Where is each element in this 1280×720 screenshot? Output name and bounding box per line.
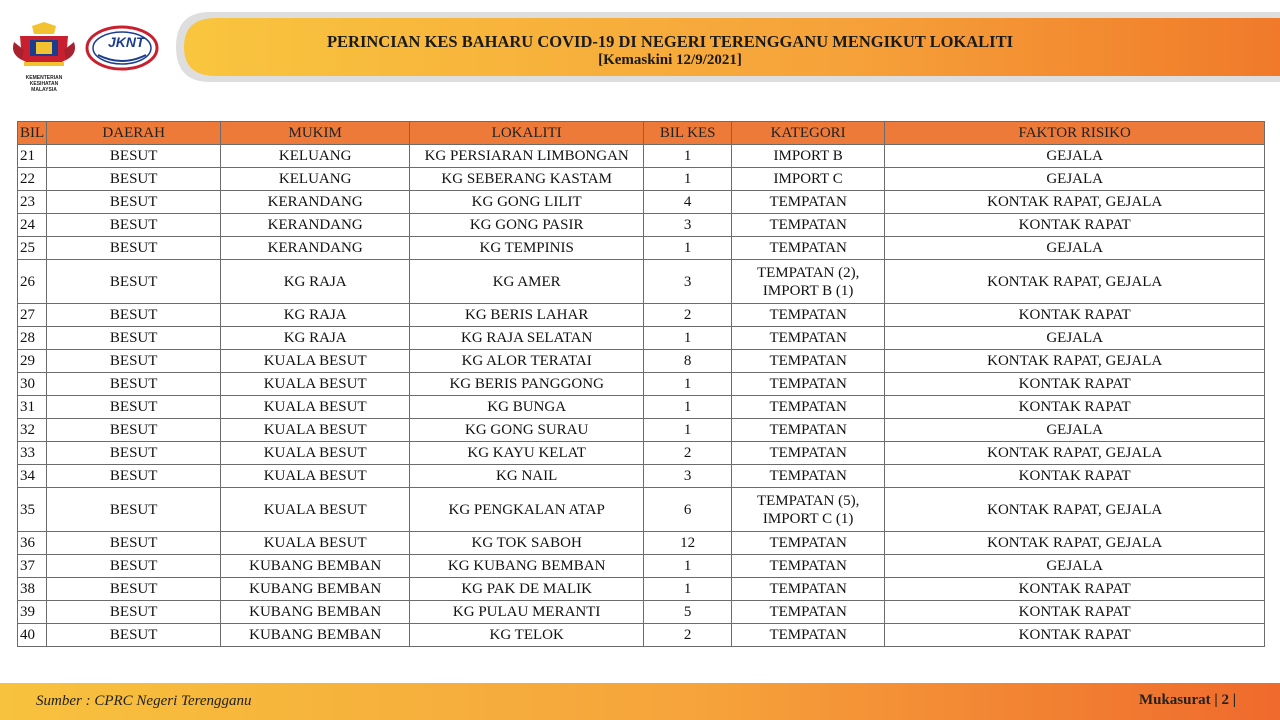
kategori-line: TEMPATAN [769, 193, 847, 210]
cell-daerah: BESUT [47, 624, 221, 647]
cell-faktor-risiko: GEJALA [885, 555, 1265, 578]
cell-faktor-risiko: KONTAK RAPAT [885, 624, 1265, 647]
table-row [18, 327, 1265, 350]
kategori-line: TEMPATAN [769, 352, 847, 369]
cell-bil-kes: 2 [644, 624, 732, 647]
kategori-line: IMPORT C (1) [762, 510, 854, 527]
cell-mukim: KERANDANG [221, 214, 410, 237]
kategori-line: TEMPATAN [769, 421, 847, 438]
kategori-line: TEMPATAN (2), [756, 264, 860, 281]
cell-faktor-risiko: GEJALA [885, 145, 1265, 168]
page-number: Mukasurat | 2 | [1138, 692, 1236, 708]
kategori-line: IMPORT C [773, 170, 843, 187]
kategori-line: TEMPATAN [769, 306, 847, 323]
table-row [18, 237, 1265, 260]
cell-bil: 25 [18, 237, 47, 260]
cell-faktor-risiko: GEJALA [885, 237, 1265, 260]
kategori-line: TEMPATAN [769, 239, 847, 256]
cell-lokaliti: KG PENGKALAN ATAP [410, 488, 644, 532]
cell-daerah: BESUT [47, 396, 221, 419]
cell-daerah: BESUT [47, 419, 221, 442]
cell-bil-kes: 1 [644, 555, 732, 578]
table-row [18, 419, 1265, 442]
cell-mukim: KUALA BESUT [221, 396, 410, 419]
kategori-line: TEMPATAN [769, 467, 847, 484]
cell-mukim: KELUANG [221, 168, 410, 191]
cell-mukim: KUALA BESUT [221, 419, 410, 442]
cell-kategori [732, 237, 885, 260]
cell-faktor-risiko: KONTAK RAPAT [885, 304, 1265, 327]
cell-kategori [732, 168, 885, 191]
cell-lokaliti: KG TOK SABOH [410, 532, 644, 555]
table-row [18, 442, 1265, 465]
cell-daerah: BESUT [47, 442, 221, 465]
cell-faktor-risiko: KONTAK RAPAT [885, 373, 1265, 396]
cell-mukim: KUBANG BEMBAN [221, 555, 410, 578]
cell-daerah: BESUT [47, 350, 221, 373]
cell-lokaliti: KG SEBERANG KASTAM [410, 168, 644, 191]
cell-bil-kes: 2 [644, 442, 732, 465]
jknt-logo [84, 25, 160, 71]
cell-lokaliti: KG RAJA SELATAN [410, 327, 644, 350]
cell-kategori [732, 578, 885, 601]
cell-daerah: BESUT [47, 327, 221, 350]
cell-kategori [732, 191, 885, 214]
kategori-line: TEMPATAN [769, 626, 847, 643]
cell-mukim: KUALA BESUT [221, 532, 410, 555]
table-row [18, 555, 1265, 578]
table-row [18, 532, 1265, 555]
cell-bil: 37 [18, 555, 47, 578]
cell-daerah: BESUT [47, 237, 221, 260]
cell-kategori [732, 304, 885, 327]
cell-bil: 38 [18, 578, 47, 601]
kategori-line: IMPORT B [773, 147, 843, 164]
header-mukim: MUKIM [221, 122, 410, 145]
table-row [18, 304, 1265, 327]
table-row [18, 214, 1265, 237]
cell-faktor-risiko: KONTAK RAPAT, GEJALA [885, 350, 1265, 373]
kategori-line: IMPORT B (1) [762, 282, 854, 299]
cell-lokaliti: KG BERIS LAHAR [410, 304, 644, 327]
cell-lokaliti: KG AMER [410, 260, 644, 304]
cell-faktor-risiko: GEJALA [885, 327, 1265, 350]
header-bil-kes: BIL KES [644, 122, 732, 145]
cell-bil: 31 [18, 396, 47, 419]
cell-lokaliti: KG GONG PASIR [410, 214, 644, 237]
cell-bil-kes: 3 [644, 214, 732, 237]
cell-bil: 29 [18, 350, 47, 373]
cell-faktor-risiko: KONTAK RAPAT [885, 214, 1265, 237]
cell-faktor-risiko: GEJALA [885, 419, 1265, 442]
cell-bil: 28 [18, 327, 47, 350]
kategori-line: TEMPATAN [769, 557, 847, 574]
kategori-line: TEMPATAN [769, 375, 847, 392]
table-row [18, 578, 1265, 601]
table-body [18, 145, 1265, 647]
cell-lokaliti: KG GONG SURAU [410, 419, 644, 442]
table-row [18, 191, 1265, 214]
kategori-line: TEMPATAN [769, 534, 847, 551]
header-faktor-risiko: FAKTOR RISIKO [885, 122, 1265, 145]
cell-lokaliti: KG PERSIARAN LIMBONGAN [410, 145, 644, 168]
cell-bil-kes: 4 [644, 191, 732, 214]
kategori-line: TEMPATAN [769, 603, 847, 620]
cell-lokaliti: KG ALOR TERATAI [410, 350, 644, 373]
cell-mukim: KG RAJA [221, 304, 410, 327]
table-row [18, 145, 1265, 168]
cell-kategori [732, 419, 885, 442]
cell-bil-kes: 1 [644, 145, 732, 168]
cell-lokaliti: KG KUBANG BEMBAN [410, 555, 644, 578]
cell-daerah: BESUT [47, 145, 221, 168]
cell-bil: 34 [18, 465, 47, 488]
cell-faktor-risiko: GEJALA [885, 168, 1265, 191]
table-row [18, 624, 1265, 647]
cell-bil: 39 [18, 601, 47, 624]
cell-faktor-risiko: KONTAK RAPAT [885, 578, 1265, 601]
cell-bil-kes: 1 [644, 396, 732, 419]
cell-daerah: BESUT [47, 214, 221, 237]
cell-mukim: KUALA BESUT [221, 465, 410, 488]
cell-kategori [732, 396, 885, 419]
cell-bil: 27 [18, 304, 47, 327]
cell-lokaliti: KG KAYU KELAT [410, 442, 644, 465]
cell-bil-kes: 3 [644, 465, 732, 488]
table-row [18, 488, 1265, 532]
kategori-line: TEMPATAN [769, 398, 847, 415]
cell-daerah: BESUT [47, 555, 221, 578]
cell-lokaliti: KG TELOK [410, 624, 644, 647]
cell-mukim: KERANDANG [221, 237, 410, 260]
source-note: Sumber : CPRC Negeri Terengganu [36, 693, 252, 709]
cell-kategori [732, 260, 885, 304]
cell-faktor-risiko: KONTAK RAPAT, GEJALA [885, 532, 1265, 555]
cell-daerah: BESUT [47, 488, 221, 532]
kategori-line: TEMPATAN (5), [756, 492, 860, 509]
cell-bil-kes: 1 [644, 327, 732, 350]
ministry-crest-logo [12, 20, 76, 93]
cell-bil-kes: 1 [644, 168, 732, 191]
header-kategori: KATEGORI [732, 122, 885, 145]
covid-cases-table [17, 121, 1265, 647]
table-row [18, 260, 1265, 304]
cell-mukim: KUBANG BEMBAN [221, 601, 410, 624]
table-row [18, 350, 1265, 373]
cell-mukim: KUBANG BEMBAN [221, 624, 410, 647]
ministry-logo-caption: KEMENTERIAN KESIHATAN MALAYSIA [25, 75, 63, 93]
cell-bil-kes: 1 [644, 373, 732, 396]
cell-daerah: BESUT [47, 465, 221, 488]
kategori-line: TEMPATAN [769, 216, 847, 233]
cell-bil: 26 [18, 260, 47, 304]
cell-lokaliti: KG BUNGA [410, 396, 644, 419]
kategori-line: TEMPATAN [769, 444, 847, 461]
cell-bil-kes: 6 [644, 488, 732, 532]
cell-bil: 24 [18, 214, 47, 237]
cell-bil: 21 [18, 145, 47, 168]
header-lokaliti: LOKALITI [410, 122, 644, 145]
cell-bil: 30 [18, 373, 47, 396]
cell-bil-kes: 2 [644, 304, 732, 327]
page-title: PERINCIAN KES BAHARU COVID-19 DI NEGERI TERENGGANU MENGIKUT LOKALITI [326, 32, 1014, 51]
cell-daerah: BESUT [47, 191, 221, 214]
kategori-line: TEMPATAN [769, 329, 847, 346]
cell-faktor-risiko: KONTAK RAPAT, GEJALA [885, 191, 1265, 214]
cell-bil: 40 [18, 624, 47, 647]
cell-bil: 22 [18, 168, 47, 191]
cell-bil: 35 [18, 488, 47, 532]
cell-faktor-risiko: KONTAK RAPAT [885, 396, 1265, 419]
cell-kategori [732, 214, 885, 237]
jknt-logo-text: JKNT [108, 34, 145, 50]
cell-bil: 33 [18, 442, 47, 465]
kategori-line: TEMPATAN [769, 580, 847, 597]
table-header-row [18, 122, 1265, 145]
cell-kategori [732, 555, 885, 578]
cell-bil: 23 [18, 191, 47, 214]
cell-daerah: BESUT [47, 578, 221, 601]
cell-lokaliti: KG BERIS PANGGONG [410, 373, 644, 396]
cell-kategori [732, 145, 885, 168]
cell-bil-kes: 12 [644, 532, 732, 555]
cell-mukim: KELUANG [221, 145, 410, 168]
cell-bil-kes: 5 [644, 601, 732, 624]
cell-kategori [732, 373, 885, 396]
cell-lokaliti: KG PULAU MERANTI [410, 601, 644, 624]
cell-daerah: BESUT [47, 373, 221, 396]
header-daerah: DAERAH [47, 122, 221, 145]
cell-mukim: KUBANG BEMBAN [221, 578, 410, 601]
cell-lokaliti: KG TEMPINIS [410, 237, 644, 260]
cell-kategori [732, 532, 885, 555]
cell-faktor-risiko: KONTAK RAPAT, GEJALA [885, 488, 1265, 532]
cell-faktor-risiko: KONTAK RAPAT [885, 465, 1265, 488]
cell-faktor-risiko: KONTAK RAPAT [885, 601, 1265, 624]
cell-bil-kes: 1 [644, 419, 732, 442]
header-bil: BIL [18, 122, 47, 145]
cell-kategori [732, 488, 885, 532]
cell-mukim: KG RAJA [221, 327, 410, 350]
cell-bil: 32 [18, 419, 47, 442]
cell-kategori [732, 624, 885, 647]
cell-faktor-risiko: KONTAK RAPAT, GEJALA [885, 442, 1265, 465]
cell-daerah: BESUT [47, 532, 221, 555]
cell-kategori [732, 350, 885, 373]
cell-kategori [732, 465, 885, 488]
table-row [18, 465, 1265, 488]
cell-daerah: BESUT [47, 168, 221, 191]
cell-mukim: KG RAJA [221, 260, 410, 304]
cell-daerah: BESUT [47, 601, 221, 624]
cell-mukim: KERANDANG [221, 191, 410, 214]
cell-kategori [732, 327, 885, 350]
cell-mukim: KUALA BESUT [221, 373, 410, 396]
cell-lokaliti: KG PAK DE MALIK [410, 578, 644, 601]
table-row [18, 373, 1265, 396]
page-subtitle: [Kemaskini 12/9/2021] [598, 52, 742, 68]
cell-bil: 36 [18, 532, 47, 555]
cell-daerah: BESUT [47, 304, 221, 327]
cell-kategori [732, 601, 885, 624]
cell-mukim: KUALA BESUT [221, 442, 410, 465]
cell-mukim: KUALA BESUT [221, 488, 410, 532]
cell-kategori [732, 442, 885, 465]
cell-bil-kes: 1 [644, 578, 732, 601]
cell-bil-kes: 1 [644, 237, 732, 260]
table-row [18, 168, 1265, 191]
cell-bil-kes: 8 [644, 350, 732, 373]
cell-lokaliti: KG NAIL [410, 465, 644, 488]
cell-daerah: BESUT [47, 260, 221, 304]
cell-mukim: KUALA BESUT [221, 350, 410, 373]
table-row [18, 396, 1265, 419]
table-row [18, 601, 1265, 624]
cell-lokaliti: KG GONG LILIT [410, 191, 644, 214]
cell-faktor-risiko: KONTAK RAPAT, GEJALA [885, 260, 1265, 304]
cell-bil-kes: 3 [644, 260, 732, 304]
